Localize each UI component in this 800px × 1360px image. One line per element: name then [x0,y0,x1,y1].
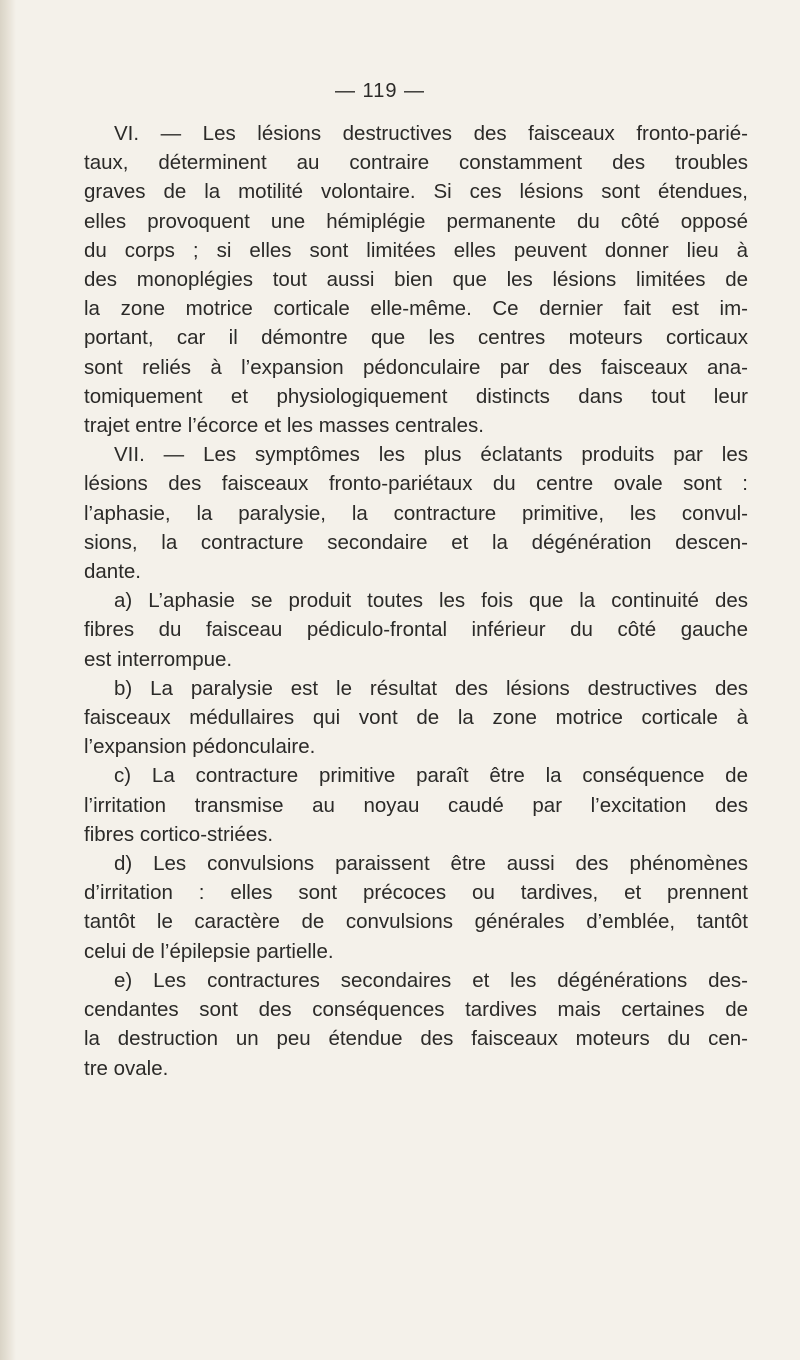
text-line: sont reliés à l’expansion pédonculaire par des faisceaux ana- [84,355,748,379]
text-line: portant, car il démontre que les centres moteurs corticaux [84,326,748,350]
text-line: sions, la contracture secondaire et la dégénération descen- [84,530,748,554]
text-line: trajet entre l’écorce et les masses centrales. [84,414,484,438]
text-line: celui de l’épilepsie partielle. [84,939,334,963]
text-line: dante. [84,560,141,584]
text-line: la zone motrice corticale elle-même. Ce dernier fait est im- [84,297,748,321]
text-line: fibres cortico-striées. [84,822,274,846]
text-line: faisceaux médullaires qui vont de la zone motrice corticale à [84,706,748,730]
text-line: l’aphasie, la paralysie, la contracture primitive, les convul- [84,501,748,525]
page-number: — 119 — [335,80,425,102]
text-line: taux, déterminent au contraire constamment des troubles [84,151,748,175]
text-line: e) Les contractures secondaires et les dégénérations des- [114,968,748,992]
text-line: graves de la motilité volontaire. Si ces lésions sont étendues, [84,180,748,204]
text-line: a) L’aphasie se produit toutes les fois que la continuité des [114,589,748,613]
text-line: tre ovale. [84,1056,169,1080]
text-line: VII. — Les symptômes les plus éclatants produits par les [114,443,748,467]
text-line: d) Les convulsions paraissent être aussi des phénomènes [114,852,748,876]
text-line: l’irritation transmise au noyau caudé par l’excitation des [84,793,748,817]
page-binding-edge [0,0,16,1360]
text-line: b) La paralysie est le résultat des lésions destructives des [114,676,748,700]
text-line: la destruction un peu étendue des faisceaux moteurs du cen- [84,1027,748,1051]
text-line: cendantes sont des conséquences tardives mais certaines de [84,998,748,1022]
text-line: lésions des faisceaux fronto-pariétaux du centre ovale sont : [84,472,748,496]
text-line: elles provoquent une hémiplégie permanente du côté opposé [84,209,748,233]
text-line: tomiquement et physiologiquement distincts dans tout leur [84,384,748,408]
text-line: des monoplégies tout aussi bien que les lésions limitées de [84,268,748,292]
text-line: tantôt le caractère de convulsions générales d’emblée, tantôt [84,910,748,934]
text-line: d’irritation : elles sont précoces ou tardives, et prennent [84,881,748,905]
text-line: c) La contracture primitive paraît être la conséquence de [114,764,748,788]
text-line: est interrompue. [84,647,233,671]
text-line: fibres du faisceau pédiculo-frontal inférieur du côté gauche [84,618,748,642]
body-text [84,119,748,1083]
text-line: l’expansion pédonculaire. [84,735,316,759]
text-line: VI. — Les lésions destructives des faisceaux fronto-parié- [114,122,748,145]
text-line: du corps ; si elles sont limitées elles peuvent donner lieu à [84,238,748,262]
